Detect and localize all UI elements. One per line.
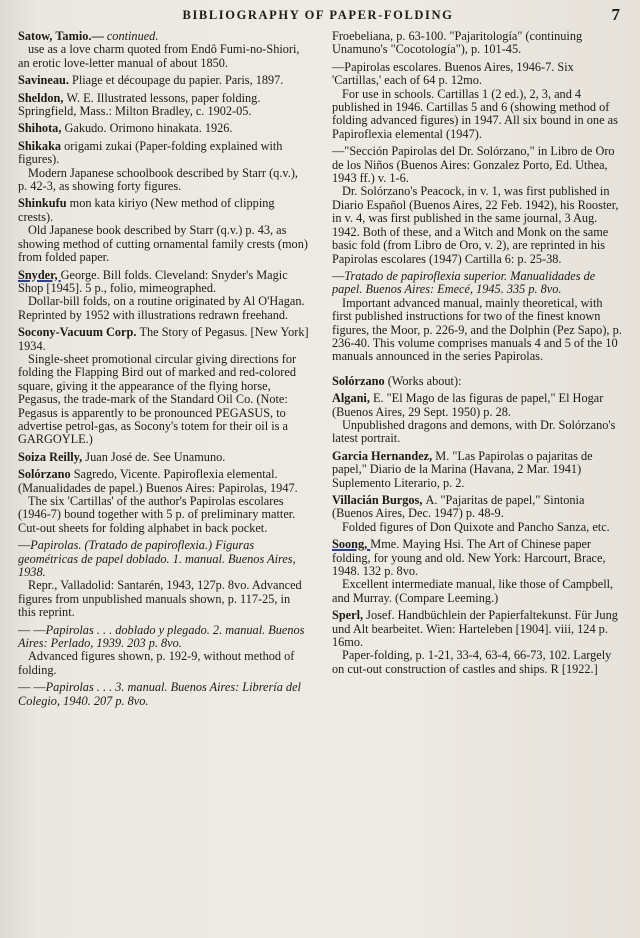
entry-headword: Soong, <box>332 537 371 552</box>
entry-citation: The Story of Pegasus. [New York] 1934. <box>18 325 309 353</box>
bibliography-entry <box>324 494 624 534</box>
bibliography-entry <box>324 145 624 266</box>
entry-headword: Satow, Tamio.— <box>18 29 107 43</box>
bibliography-entry <box>324 30 624 57</box>
bibliography-entry <box>10 539 310 619</box>
two-column-body <box>10 30 626 712</box>
repeat-dash: — — <box>18 680 46 695</box>
bibliography-entry <box>10 326 310 447</box>
entry-annotation: Folded figures of Don Quixote and Pancho Sanza, etc. <box>342 519 610 534</box>
entry-citation: M. "Las Papirolas o pajaritas de papel," Diario de la Marina (Havana, 2 Mar. 1941) Suplemento Literario, p. 2. <box>332 448 593 490</box>
entry-headword: Snyder, <box>18 267 61 282</box>
entry-annotation: Excellent intermediate manual, like those of Campbell, and Murray. (Compare Leeming.) <box>332 577 614 605</box>
entry-headword: Shikaka <box>18 138 65 153</box>
bibliography-entry <box>10 681 310 708</box>
bibliography-entry <box>10 451 310 464</box>
bibliography-entry <box>324 375 624 388</box>
entry-citation: Papirolas escolares. Buenos Aires, 1946-7. Six 'Cartillas,' each of 64 p. 12mo. <box>332 59 574 88</box>
entry-headword: Savineau. <box>18 73 72 88</box>
bibliography-entry <box>324 609 624 676</box>
entry-citation: Sagredo, Vicente. Papiroflexia elemental. (Manualidades de papel.) Buenos Aires: Papirolas, 1947. <box>18 467 298 495</box>
bibliography-entry <box>324 61 624 141</box>
repeat-dash: — <box>332 268 345 283</box>
entry-headword: Garcia Hernandez, <box>332 448 436 463</box>
bibliography-entry <box>10 92 310 119</box>
bibliography-entry <box>10 197 310 264</box>
entry-citation: E. "El Mago de las figuras de papel," El Hogar (Buenos Aires, 29 Sept. 1950) p. 28. <box>332 391 604 419</box>
entry-annotation: use as a love charm quoted from Endô Fumi-no-Shiori, an erotic love-letter manual of about 1850. <box>18 42 300 70</box>
bibliography-entry <box>324 392 624 446</box>
entry-citation: (Works about): <box>387 373 462 388</box>
entry-annotation: Paper-folding, p. 1-21, 33-4, 63-4, 66-73, 102. Largely on cut-out construction of castles and ships. R [1922.] <box>332 648 612 676</box>
entry-headword: Sheldon, <box>18 90 67 105</box>
entry-citation: Tratado de papiroflexia superior. Manualidades de papel. Buenos Aires: Emecé, 1945. 335 p. 8vo. <box>332 268 596 297</box>
entry-headword: Socony-Vacuum Corp. <box>18 325 140 340</box>
entry-headword: Solórzano <box>18 467 74 482</box>
entry-citation: Juan José de. See Unamuno. <box>85 449 226 464</box>
repeat-dash: — <box>18 538 31 553</box>
entry-citation: Froebeliana, p. 63-100. "Pajaritología" (continuing Unamuno's "Cocotología"), p. 101-45. <box>332 29 583 57</box>
entry-annotation: Advanced figures shown, p. 192-9, without method of folding. <box>18 649 295 677</box>
repeat-dash: — — <box>18 622 46 637</box>
entry-citation: W. E. Illustrated lessons, paper folding. Springfield, Mass.: Milton Bradley, c. 1902-05. <box>18 90 261 119</box>
entry-citation: Josef. Handbüchlein der Papierfaltekunst. Für Jung und Alt bearbeitet. Wien: Harteleben [1904]. viii, 124 p. 16mo. <box>332 608 618 650</box>
repeat-dash: — <box>332 59 345 74</box>
entry-headword: Soiza Reilly, <box>18 449 86 464</box>
running-head-title: BIBLIOGRAPHY OF PAPER-FOLDING <box>182 8 454 22</box>
bibliography-entry <box>10 140 310 194</box>
bibliography-entry <box>10 624 310 678</box>
entry-citation: continued. <box>106 29 159 43</box>
running-head <box>10 5 626 30</box>
entry-headword: Villacián Burgos, <box>332 493 426 507</box>
bibliography-entry <box>10 74 310 87</box>
entry-citation: A. "Pajaritas de papel," Sintonia (Buenos Aires, Dec. 1947) p. 48-9. <box>332 493 585 521</box>
bibliography-entry <box>324 270 624 364</box>
page-number: 7 <box>611 5 620 24</box>
bibliography-entry <box>10 468 310 535</box>
entry-annotation: Modern Japanese schoolbook described by Starr (q.v.), p. 42-3, as showing forty figures. <box>18 165 299 194</box>
entry-annotation: Important advanced manual, mainly theoretical, with first published instructions for two of the finest known figures, the Moor, p. 226-9, and the Dolphin (Pez Sapo), p. 236-40. This volume comprises manuals 4 and 5 of the 10 manuals announced in the series Papirolas. <box>332 295 622 364</box>
bibliography-entry <box>324 538 624 605</box>
entry-annotation: Dollar-bill folds, on a routine originated by Al O'Hagan. Reprinted by 1952 with illustrations redrawn freehand. <box>18 294 305 322</box>
entry-headword: Solórzano <box>332 373 388 388</box>
entry-citation: George. Bill folds. Cleveland: Snyder's Magic Shop [1945]. 5 p., folio, mimeographed. <box>18 267 288 295</box>
entry-headword: Shinkufu <box>18 196 70 211</box>
entry-annotation: Repr., Valladolid: Santarén, 1943, 127p. 8vo. Advanced figures from unpublished manuals shown, p. 117-25, in this reprint. <box>18 578 302 620</box>
entry-annotation: The six 'Cartillas' of the author's Papirolas escolares (1946-7) bound together with 5 p. of preliminary matter. Cut-out sheets for folding alphabet in back pocket. <box>18 494 296 535</box>
entry-citation: Papirolas . . . 3. manual. Buenos Aires: Librería del Colegio, 1940. 207 p. 8vo. <box>18 680 301 708</box>
entry-headword: Algani, <box>332 391 373 406</box>
entry-citation: origami zukai (Paper-folding explained with figures). <box>18 138 283 167</box>
entry-headword: Sperl, <box>332 608 367 623</box>
entry-annotation: Single-sheet promotional circular giving directions for folding the Flapping Bird out of marked and red-colored square, giving it the appearance of the flying horse, Pegasus, the trade-mark of the Standard Oil Co. (Note: Pegasus is apparently to be pronounced PEGASUS, to advertise petrol-gas, as Socony's totem for their oil is a GARGOYLE.) <box>18 351 297 447</box>
right-column <box>324 30 624 712</box>
entry-citation: mon kata kiriyo (New method of clipping crests). <box>18 196 275 224</box>
bibliography-entry <box>10 122 310 135</box>
entry-citation: Papirolas. (Tratado de papiroflexia.) Figuras geométricas de papel doblado. 1. manual. Buenos Aires, 1938. <box>18 538 296 580</box>
entry-citation: Papirolas . . . doblado y plegado. 2. manual. Buenos Aires: Perlado, 1939. 203 p. 8vo. <box>18 622 305 651</box>
bibliography-entry <box>10 269 310 323</box>
entry-annotation: Old Japanese book described by Starr (q.v.) p. 43, as showing method of cutting ornamental family crests (mon) from folded paper. <box>18 223 308 265</box>
entry-headword: Shihota, <box>18 121 65 136</box>
entry-annotation: For use in schools. Cartillas 1 (2 ed.), 2, 3, and 4 published in 1946. Cartillas 5 and 6 (showing method of folding advanced figures) in 1947. All six bound in one as Papiroflexia elemental (1947). <box>332 86 618 141</box>
entry-annotation: Dr. Solórzano's Peacock, in v. 1, was first published in Diario Español (Buenos Aires, 22 Feb. 1942), his Rooster, in v. 4, was first published in the same journal, 3 Aug. 1942. Both of these, and a Witch and Monk on the same basic fold (from Libro de Oro, v. 2), are reprinted in his Papirolas escolares (1947) Cartilla 6: p. 25-38. <box>332 184 619 266</box>
entry-citation: Pliage et découpage du papier. Paris, 1897. <box>72 73 284 88</box>
entry-citation: Mme. Maying Hsi. The Art of Chinese paper folding, for young and old. New York: Harcourt, Brace, 1948. 132 p. 8vo. <box>332 537 606 579</box>
entry-annotation: Unpublished dragons and demons, with Dr. Solórzano's latest portrait. <box>332 417 616 446</box>
repeat-dash: — <box>332 144 345 159</box>
bibliography-entry <box>324 450 624 490</box>
entry-citation: "Sección Papirolas del Dr. Solórzano," in Libro de Oro de los Niños (Buenos Aires: Gonzalez Porto, Ed. Uthea, 1943 ff.) v. 1-6. <box>332 144 615 186</box>
left-column <box>10 30 310 712</box>
entry-citation: Gakudo. Orimono hinakata. 1926. <box>64 121 233 136</box>
bibliography-entry <box>10 30 310 70</box>
